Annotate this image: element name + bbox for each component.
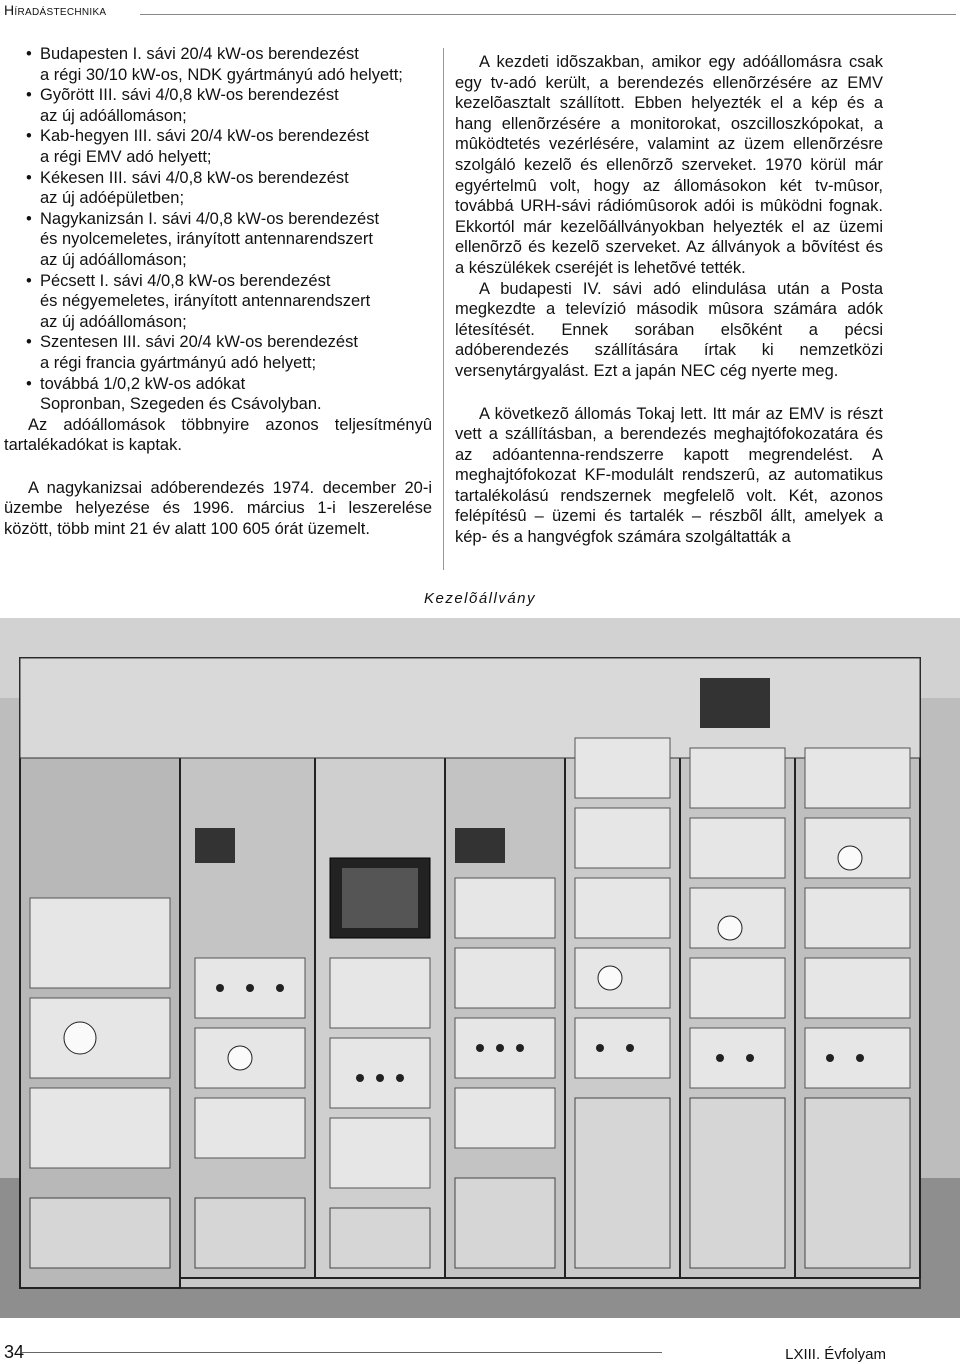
section-title: Híradástechnika: [4, 2, 107, 18]
list-item: [4, 168, 432, 209]
paragraph: A kezdeti idõszakban, amikor egy adóállomásra csak egy tv-adó került, a berendezés ellenõrzésére az EMV kezelõasztalt szállított. Ebben helyezték el a kép és a hang ellenõrzésére a monitorokat, oszcilloszkópokat, a mûködtetés vezérlésére, valamint az üzem ellenõrzésre szolgáló kezelõ és ellenõrzõ szerveket. 1970 körül már egyértelmû volt, hogy az állomásokon két tv-mûsor, továbbá URH-sávi rádiómûsorok adói is mûködni fognak. Ekkortól már kezelõállványokban helyezték el az üzemi ellenõrzõ és kezelõ szerveket. Az állványok a bõvítést és a készülékek cseréjét is lehetõvé tették.: [455, 53, 883, 277]
list-item-text: Nagykanizsán I. sávi 4/0,8 kW-os berendezést és nyolcemeletes, irányított antennarendszert az új adóállomáson;: [40, 209, 380, 269]
list-item: [4, 332, 432, 373]
page-header: [0, 0, 960, 24]
list-item: [4, 209, 432, 271]
figure-caption: Kezelõállvány: [423, 590, 537, 607]
bullet-icon: •: [26, 86, 32, 105]
bullet-icon: •: [26, 374, 32, 393]
rack-photo-illustration: [0, 618, 960, 1318]
bullet-icon: •: [26, 127, 32, 146]
list-item-text: Budapesten I. sávi 20/4 kW-os berendezést a régi 30/10 kW-os, NDK gyártmányú adó helyett;: [40, 45, 403, 84]
column-divider: [443, 48, 444, 570]
right-column: [455, 52, 883, 548]
list-item-text: Kékesen III. sávi 4/0,8 kW-os berendezést az új adóépületben;: [40, 168, 349, 208]
list-item: [4, 85, 432, 126]
left-column: [4, 44, 432, 540]
list-item-text: továbbá 1/0,2 kW-os adókat Sopronban, Szegeden és Csávolyban.: [40, 374, 322, 414]
list-item: [4, 374, 432, 415]
list-item: [4, 44, 432, 85]
equipment-rack-photo: [0, 618, 960, 1318]
list-item-text: Kab-hegyen III. sávi 20/4 kW-os berendezést a régi EMV adó helyett;: [40, 127, 369, 166]
footer-rule: [22, 1352, 662, 1353]
bullet-icon: •: [26, 333, 32, 352]
list-item-text: Pécsett I. sávi 4/0,8 kW-os berendezést és négyemeletes, irányított antennarendszert az új adóállomáson;: [40, 271, 371, 331]
paragraph: A nagykanizsai adóberendezés 1974. december 20-i üzembe helyezése és 1996. március 1-i leszerelése között, több mint 21 év alatt 100 605 órát üzemelt.: [4, 478, 432, 539]
list-item: [4, 126, 432, 167]
list-item-text: Gyõrött III. sávi 4/0,8 kW-os berendezést az új adóállomáson;: [40, 86, 339, 125]
paragraph-gap: [455, 382, 883, 404]
bullet-icon: •: [26, 168, 32, 187]
page-number: 34: [4, 1342, 25, 1362]
paragraph: Az adóállomások többnyire azonos teljesítményû tartalékadókat is kaptak.: [4, 415, 432, 455]
bullet-icon: •: [26, 271, 32, 290]
paragraph: A budapesti IV. sávi adó elindulása után a Posta megkezdte a televízió második mûsora számára adók létesítését. Ennek sorában elsõként a pécsi adóberendezés szállítására írtak ki nemzetközi versenytárgyalást. Ezt a japán NEC cég nyerte meg.: [455, 279, 883, 380]
paragraph: A következõ állomás Tokaj lett. Itt már az EMV is részt vett a szállításban, a berendezés meghajtófokozatára és az adóantenna-rendszerre kapott megrendelést. A meghajtófokozat KF-modulált rendszerû, az automatikus tartalékolású rendszernek megfelelõ volt. Két, azonos felépítésû – üzemi és tartalék – részbõl állt, amelyek a kép- és a hangvégfok számára szolgáltatták a: [455, 404, 883, 547]
header-rule: [140, 14, 956, 15]
bullet-icon: •: [26, 209, 32, 228]
volume-label: LXIII. Évfolyam: [785, 1346, 886, 1363]
bullet-icon: •: [26, 45, 32, 63]
list-item-text: Szentesen III. sávi 20/4 kW-os berendezést a régi francia gyártmányú adó helyett;: [40, 333, 358, 372]
list-item: [4, 271, 432, 333]
paragraph-gap: [4, 456, 432, 478]
